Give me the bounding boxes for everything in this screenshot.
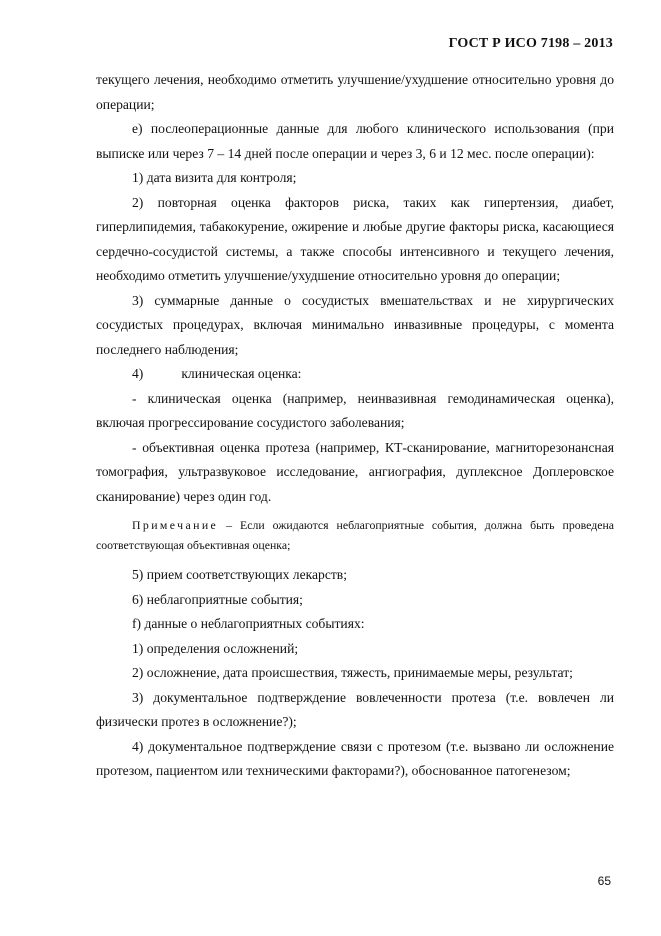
note <box>96 515 614 555</box>
paragraph: текущего лечения, необходимо отметить улучшение/ухудшение относительно уровня до операции; <box>96 72 614 112</box>
list-marker: 4) <box>132 366 144 381</box>
list-item <box>96 362 614 387</box>
paragraph: е) послеоперационные данные для любого клинического использования (при выписке или через 7 – 14 дней после операции и через 3, 6 и 12 мес. после операции): <box>96 121 614 161</box>
list-item: 1) дата визита для контроля; <box>132 170 297 185</box>
note-text: – Если ожидаются неблагоприятные события, должна быть проведена соответствующая объективная оценка; <box>96 518 614 552</box>
list-item-text: клиническая оценка: <box>181 366 302 381</box>
list-item: 3) суммарные данные о сосудистых вмешательствах и не хирургических сосудистых процедурах, включая минимально инвазивные процедуры, с момента последнего наблюдения; <box>96 292 614 357</box>
page-number: 65 <box>597 874 611 888</box>
list-item: 2) осложнение, дата происшествия, тяжесть, принимаемые меры, результат; <box>132 665 573 680</box>
list-item: - объективная оценка протеза (например, КТ-сканирование, магниторезонансная томография, ультразвуковое исследование, ангиография, дуплексное Доплеровское сканирование) через один год. <box>96 439 614 504</box>
list-item: 5) прием соответствующих лекарств; <box>132 567 348 582</box>
standard-header: ГОСТ Р ИСО 7198 – 2013 <box>448 36 613 51</box>
list-item: 4) документальное подтверждение связи с протезом (т.е. вызвано ли осложнение протезом, пациентом или техническими факторами?), обоснованное патогенезом; <box>96 738 614 778</box>
list-item: - клиническая оценка (например, неинвазивная гемодинамическая оценка), включая прогрессирование сосудистого заболевания; <box>96 390 614 430</box>
list-item: 3) документальное подтверждение вовлеченности протеза (т.е. вовлечен ли физически протез в осложнение?); <box>96 689 614 729</box>
document-body <box>96 68 614 784</box>
list-item: 2) повторная оценка факторов риска, таких как гипертензия, диабет, гиперлипидемия, табакокурение, ожирение и любые другие факторы риска, касающиеся сердечно-сосудистой системы, а также способы интенсивного и текущего лечения, необходимо отметить улучшение/ухудшение относительно уровня до операции; <box>96 194 614 283</box>
note-label: Примечание <box>132 518 219 532</box>
list-item: 6) неблагоприятные события; <box>132 591 303 607</box>
list-item: 1) определения осложнений; <box>132 640 299 656</box>
list-item: f) данные о неблагоприятных событиях: <box>132 616 365 631</box>
